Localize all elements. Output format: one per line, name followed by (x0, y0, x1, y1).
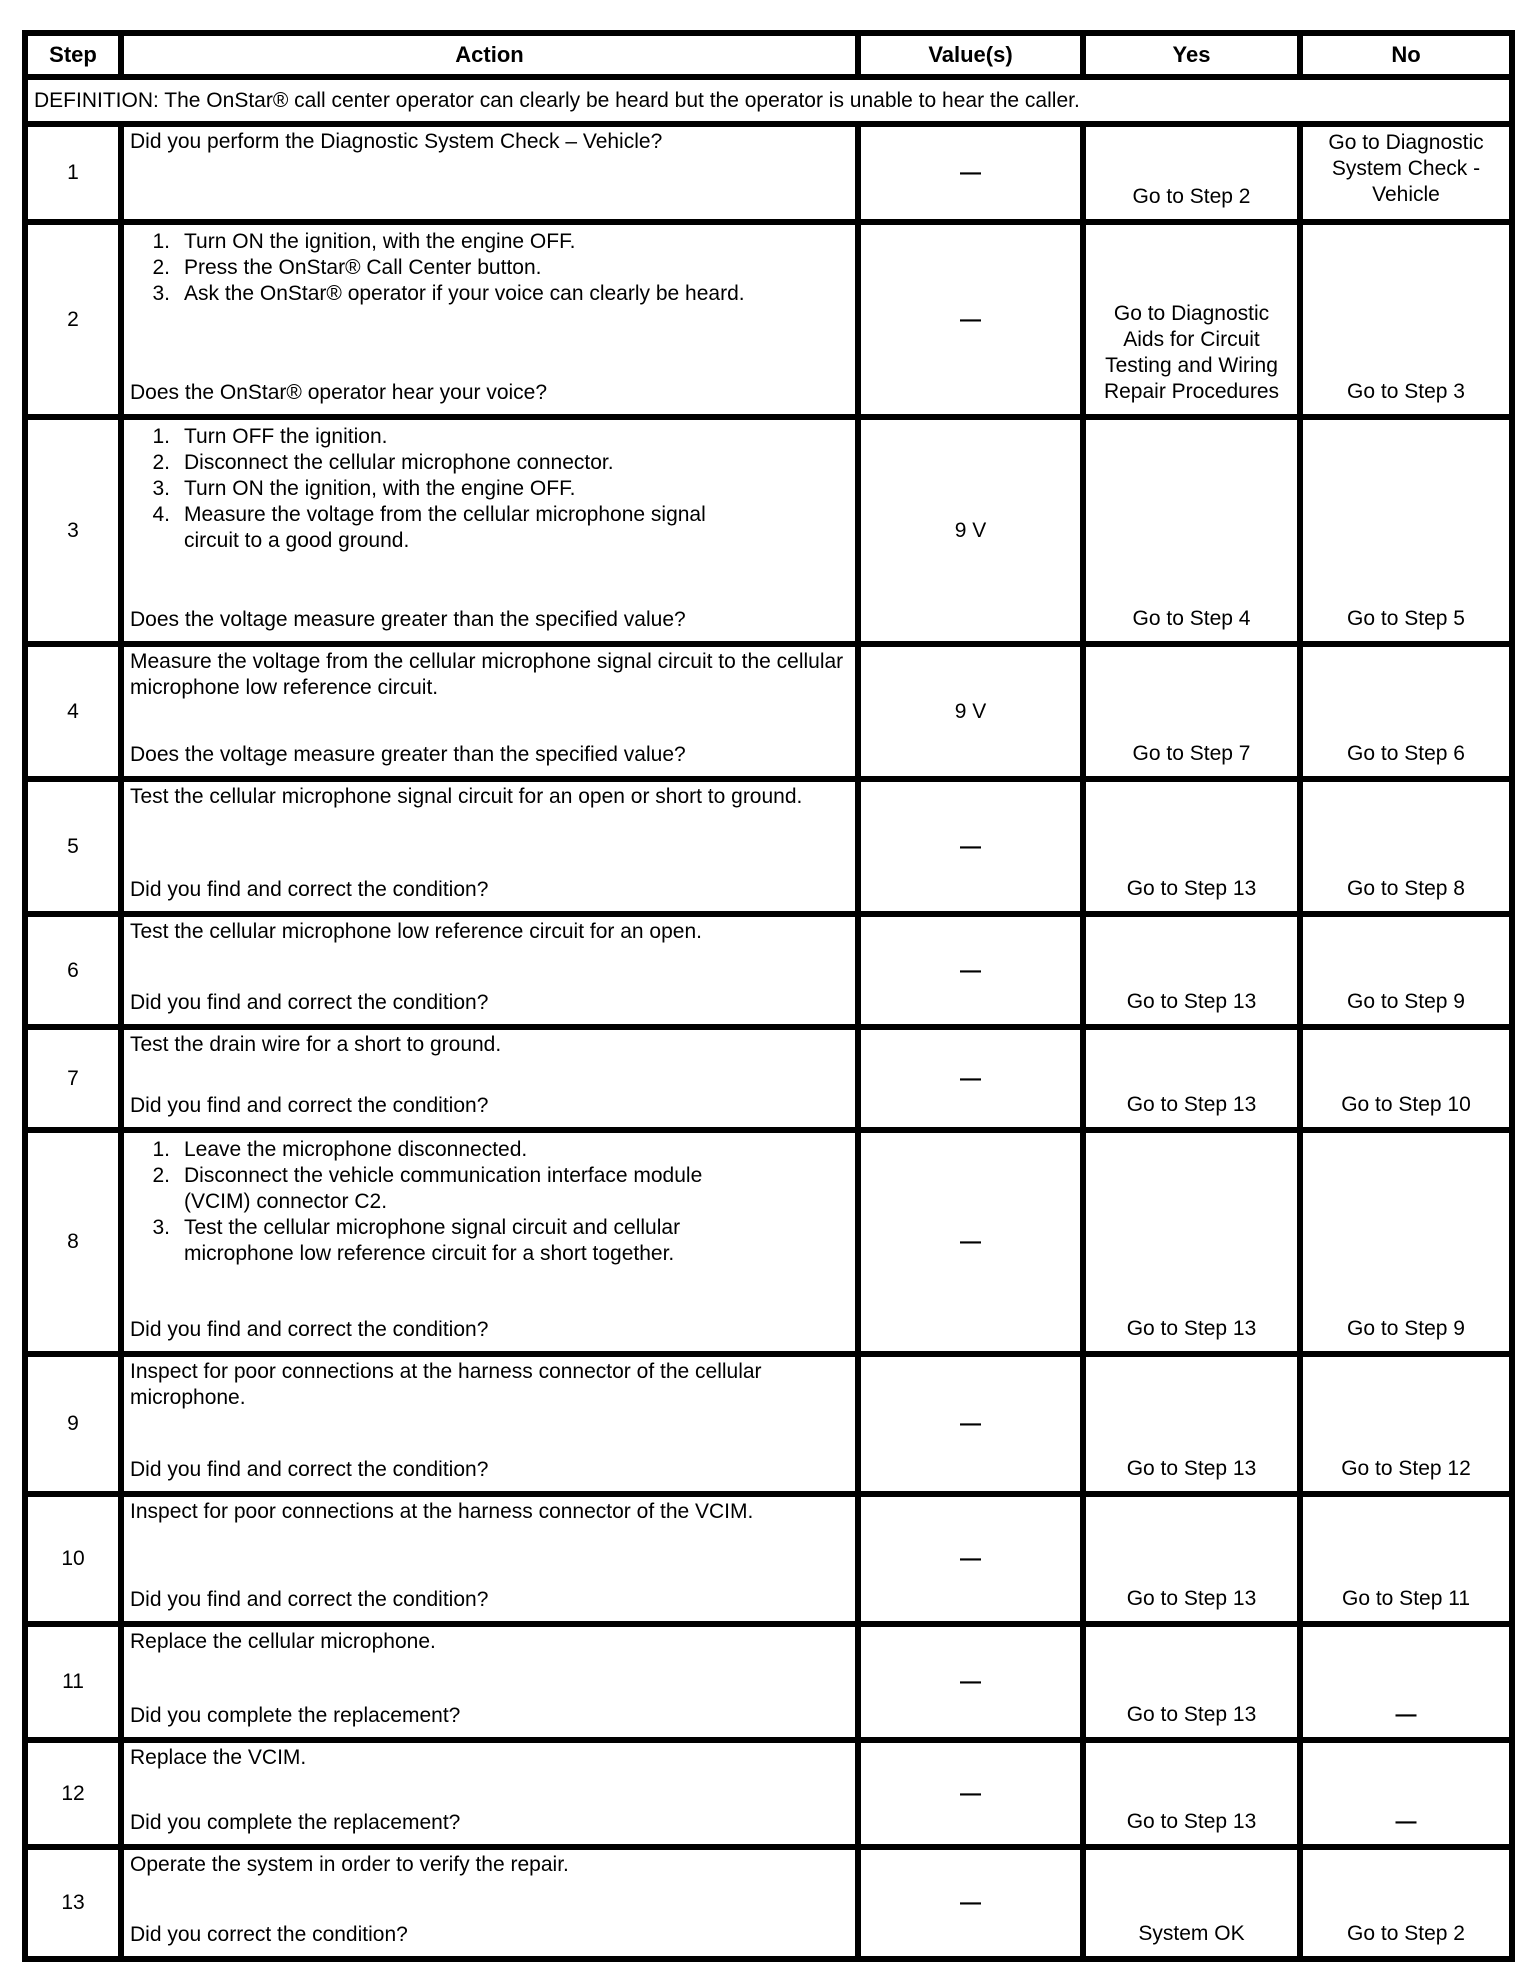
no-cell (1303, 225, 1509, 414)
step-cell (28, 1133, 124, 1351)
list-item-number: 3. (152, 1216, 170, 1239)
action-instructions (130, 1135, 844, 1267)
value-cell (861, 1133, 1086, 1351)
value-cell (861, 1743, 1086, 1844)
list-item-number: 4. (152, 503, 170, 526)
action-cell (124, 782, 861, 911)
yes-text: Go to Step 7 (1132, 742, 1251, 765)
yes-cell (1086, 1743, 1303, 1844)
action-list-item (144, 1137, 844, 1163)
action-instructions (130, 649, 844, 701)
value-cell (861, 782, 1086, 911)
no-cell (1303, 1497, 1509, 1621)
header-label-yes: Yes (1172, 42, 1211, 67)
no-text: Go to Step 2 (1347, 1922, 1465, 1945)
value-cell (861, 225, 1086, 414)
step-cell (28, 917, 124, 1024)
header-cell-no (1303, 36, 1509, 74)
yes-text: Go to Step 13 (1126, 990, 1257, 1013)
list-item-text: Test the cellular microphone signal circuit and cellular microphone low reference circuit for a short together. (184, 1216, 681, 1265)
action-instructions (130, 1359, 844, 1411)
no-text: Go to Step 3 (1347, 380, 1465, 403)
no-cell (1303, 1133, 1509, 1351)
action-cell (124, 127, 861, 219)
action-instructions (130, 1032, 844, 1058)
action-cell (124, 1030, 861, 1127)
list-item-text: Disconnect the vehicle communication interface module (VCIM) connector C2. (184, 1164, 703, 1213)
header-label-step: Step (49, 42, 97, 67)
step-cell (28, 127, 124, 219)
action-question: Did you find and correct the condition? (130, 878, 489, 901)
action-cell (124, 1627, 861, 1737)
list-item-number: 2. (152, 451, 170, 474)
action-list (130, 422, 844, 554)
step-cell (28, 1850, 124, 1956)
action-list-item (144, 1215, 844, 1267)
step-number: 6 (67, 958, 79, 982)
list-item-text: Ask the OnStar® operator if your voice can clearly be heard. (184, 282, 745, 305)
value-text: 9 V (954, 518, 987, 542)
yes-text: Go to Step 13 (1126, 1587, 1257, 1610)
table-body (28, 121, 1509, 1956)
action-text: Test the drain wire for a short to ground. (130, 1033, 502, 1056)
action-question: Does the voltage measure greater than the specified value? (130, 608, 686, 631)
step-number: 1 (67, 161, 79, 184)
step-cell (28, 1357, 124, 1491)
table-row (28, 1351, 1509, 1491)
yes-text: Go to Step 13 (1126, 877, 1257, 900)
yes-cell (1086, 782, 1303, 911)
step-number: 11 (62, 1670, 84, 1693)
no-text: Go to Step 5 (1347, 607, 1465, 630)
step-number: 5 (67, 834, 79, 858)
value-cell (861, 1627, 1086, 1737)
table-row (28, 121, 1509, 219)
action-list-item (144, 424, 844, 450)
table-row (28, 1737, 1509, 1844)
action-cell (124, 1133, 861, 1351)
table-row (28, 1621, 1509, 1737)
action-text: Measure the voltage from the cellular microphone signal circuit to the cellular microphone low reference circuit. (130, 650, 844, 699)
value-cell (861, 1497, 1086, 1621)
action-instructions (130, 129, 844, 155)
action-instructions (130, 422, 844, 554)
value-cell (861, 1357, 1086, 1491)
definition-text: DEFINITION: The OnStar® call center operator can clearly be heard but the operator is unable to hear the caller. (34, 88, 1080, 112)
action-text: Inspect for poor connections at the harness connector of the cellular microphone. (130, 1360, 762, 1409)
value-text: — (960, 307, 981, 331)
value-cell (861, 127, 1086, 219)
header-cell-values (861, 36, 1086, 74)
action-question: Did you find and correct the condition? (130, 991, 489, 1014)
list-item-text: Turn ON the ignition, with the engine OFF. (184, 477, 576, 500)
no-text: Go to Step 6 (1347, 742, 1465, 765)
step-cell (28, 1497, 124, 1621)
action-cell (124, 1497, 861, 1621)
list-item-text: Turn OFF the ignition. (184, 425, 388, 448)
step-number: 7 (67, 1066, 79, 1090)
action-text: Inspect for poor connections at the harness connector of the VCIM. (130, 1500, 754, 1523)
action-cell (124, 1850, 861, 1956)
action-text: Test the cellular microphone low reference circuit for an open. (130, 920, 702, 943)
action-list-item (144, 450, 844, 476)
action-text: Replace the VCIM. (130, 1746, 307, 1769)
header-label-no: No (1391, 42, 1421, 67)
action-text: Operate the system in order to verify the repair. (130, 1853, 569, 1876)
table-row (28, 1491, 1509, 1621)
definition-row (28, 74, 1509, 121)
no-text: — (1395, 1810, 1417, 1833)
yes-text: Go to Step 4 (1132, 607, 1251, 630)
action-instructions (130, 919, 844, 945)
no-cell (1303, 1743, 1509, 1844)
no-cell (1303, 127, 1509, 219)
value-text: 9 V (954, 699, 987, 723)
action-cell (124, 917, 861, 1024)
action-list-item (144, 255, 844, 281)
action-list-item (144, 229, 844, 255)
list-item-number: 3. (152, 282, 170, 305)
value-cell (861, 917, 1086, 1024)
action-list-item (144, 281, 844, 307)
action-question: Did you find and correct the condition? (130, 1094, 489, 1117)
action-question: Does the OnStar® operator hear your voice? (130, 381, 548, 404)
yes-text: System OK (1138, 1922, 1245, 1945)
yes-cell (1086, 225, 1303, 414)
step-number: 12 (61, 1781, 85, 1805)
action-question: Did you complete the replacement? (130, 1811, 461, 1834)
no-text: Go to Diagnostic System Check - Vehicle (1328, 131, 1484, 206)
no-cell (1303, 1030, 1509, 1127)
list-item-text: Measure the voltage from the cellular microphone signal circuit to a good ground. (184, 503, 706, 552)
no-cell (1303, 782, 1509, 911)
list-item-number: 2. (152, 1164, 170, 1187)
action-list-item (144, 502, 844, 554)
yes-cell (1086, 917, 1303, 1024)
diagnostic-table (22, 30, 1515, 1962)
yes-text: Go to Diagnostic Aids for Circuit Testing and Wiring Repair Procedures (1103, 302, 1280, 403)
table-row (28, 219, 1509, 414)
value-text: — (960, 161, 981, 184)
action-instructions (130, 784, 844, 810)
no-text: — (1395, 1703, 1417, 1726)
value-text: — (960, 834, 981, 858)
step-number: 13 (61, 1891, 85, 1914)
no-cell (1303, 917, 1509, 1024)
action-question: Did you find and correct the condition? (130, 1458, 489, 1481)
no-cell (1303, 1627, 1509, 1737)
list-item-number: 1. (152, 1138, 170, 1161)
step-number: 9 (67, 1412, 79, 1435)
table-row (28, 414, 1509, 641)
step-number: 3 (67, 518, 79, 542)
action-text: Did you perform the Diagnostic System Check – Vehicle? (130, 130, 663, 153)
no-cell (1303, 1357, 1509, 1491)
table-row (28, 911, 1509, 1024)
action-text: Replace the cellular microphone. (130, 1630, 436, 1653)
yes-text: Go to Step 13 (1126, 1810, 1257, 1833)
action-instructions (130, 1499, 844, 1525)
action-question: Did you find and correct the condition? (130, 1318, 489, 1341)
action-instructions (130, 227, 844, 307)
action-list-item (144, 1163, 844, 1215)
header-cell-action (124, 36, 861, 74)
no-text: Go to Step 12 (1341, 1457, 1471, 1480)
no-cell (1303, 647, 1509, 776)
yes-cell (1086, 1850, 1303, 1956)
step-cell (28, 1030, 124, 1127)
value-text: — (960, 1891, 981, 1914)
yes-cell (1086, 1497, 1303, 1621)
value-text: — (960, 1547, 981, 1570)
value-text: — (960, 1670, 981, 1693)
value-cell (861, 1850, 1086, 1956)
yes-text: Go to Step 2 (1132, 185, 1251, 208)
step-cell (28, 1627, 124, 1737)
step-number: 2 (67, 307, 79, 331)
yes-cell (1086, 420, 1303, 641)
action-instructions (130, 1629, 844, 1655)
step-number: 8 (67, 1230, 79, 1253)
action-question: Did you find and correct the condition? (130, 1588, 489, 1611)
value-text: — (960, 1781, 981, 1805)
list-item-number: 2. (152, 256, 170, 279)
no-text: Go to Step 9 (1347, 1317, 1465, 1340)
step-cell (28, 647, 124, 776)
action-question: Did you correct the condition? (130, 1923, 408, 1946)
action-cell (124, 647, 861, 776)
step-cell (28, 1743, 124, 1844)
header-cell-step (28, 36, 124, 74)
no-cell (1303, 420, 1509, 641)
yes-text: Go to Step 13 (1126, 1703, 1257, 1726)
yes-cell (1086, 1030, 1303, 1127)
table-row (28, 1844, 1509, 1956)
yes-cell (1086, 647, 1303, 776)
table-row (28, 1127, 1509, 1351)
value-cell (861, 420, 1086, 641)
header-label-values: Value(s) (928, 42, 1013, 67)
action-text: Test the cellular microphone signal circuit for an open or short to ground. (130, 785, 803, 808)
value-cell (861, 647, 1086, 776)
list-item-number: 3. (152, 477, 170, 500)
no-text: Go to Step 11 (1341, 1587, 1471, 1610)
yes-text: Go to Step 13 (1126, 1317, 1257, 1340)
list-item-number: 1. (152, 230, 170, 253)
table-header-row (28, 36, 1509, 74)
list-item-text: Disconnect the cellular microphone connector. (184, 451, 614, 474)
step-cell (28, 782, 124, 911)
value-cell (861, 1030, 1086, 1127)
step-number: 10 (61, 1547, 85, 1570)
action-cell (124, 1357, 861, 1491)
yes-cell (1086, 1357, 1303, 1491)
step-cell (28, 225, 124, 414)
action-question: Does the voltage measure greater than the specified value? (130, 743, 686, 766)
list-item-text: Turn ON the ignition, with the engine OFF. (184, 230, 576, 253)
value-text: — (960, 1230, 981, 1253)
no-cell (1303, 1850, 1509, 1956)
yes-cell (1086, 1133, 1303, 1351)
action-question (130, 207, 844, 211)
action-list (130, 1135, 844, 1267)
table-row (28, 1024, 1509, 1127)
yes-cell (1086, 1627, 1303, 1737)
action-list (130, 227, 844, 307)
yes-text: Go to Step 13 (1126, 1093, 1257, 1116)
list-item-number: 1. (152, 425, 170, 448)
yes-text: Go to Step 13 (1126, 1457, 1257, 1480)
value-text: — (960, 1412, 981, 1435)
action-instructions (130, 1745, 844, 1771)
step-number: 4 (67, 699, 79, 723)
no-text: Go to Step 8 (1347, 877, 1465, 900)
action-cell (124, 420, 861, 641)
value-text: — (960, 1066, 981, 1090)
yes-cell (1086, 127, 1303, 219)
table-row (28, 776, 1509, 911)
action-cell (124, 225, 861, 414)
no-text: Go to Step 9 (1347, 990, 1465, 1013)
header-label-action: Action (455, 42, 524, 67)
list-item-text: Leave the microphone disconnected. (184, 1138, 528, 1161)
list-item-text: Press the OnStar® Call Center button. (184, 256, 542, 279)
action-cell (124, 1743, 861, 1844)
value-text: — (960, 958, 981, 982)
table-row (28, 641, 1509, 776)
action-instructions (130, 1852, 844, 1878)
step-cell (28, 420, 124, 641)
no-text: Go to Step 10 (1341, 1093, 1471, 1116)
action-question: Did you complete the replacement? (130, 1704, 461, 1727)
action-list-item (144, 476, 844, 502)
header-cell-yes (1086, 36, 1303, 74)
